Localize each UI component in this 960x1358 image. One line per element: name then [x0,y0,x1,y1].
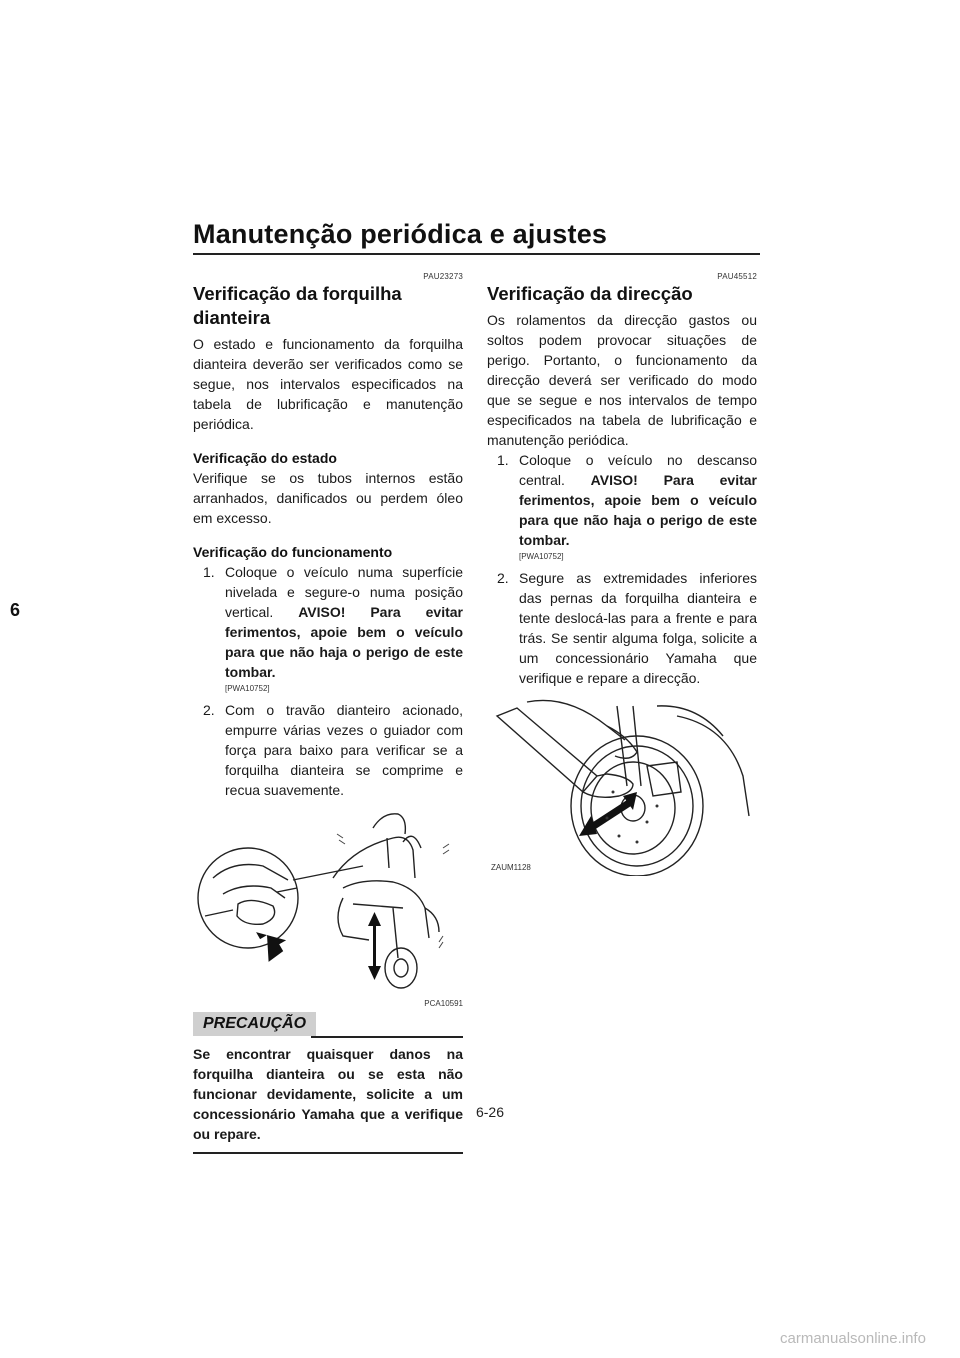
step-2 [193,700,463,800]
warning-ref: [PWA10752] [225,684,270,693]
front-fork-intro: O estado e funcionamento da forquilha dianteira deverão ser verificados como se segue, nos intervalos especificados na tabela de lubrificação e manutenção periódica. [193,336,463,432]
wheel-hands-drawing [487,696,757,876]
page-title: Manutenção periódica e ajustes [193,219,608,249]
chapter-tab: 6 [9,600,20,620]
page-number: 6-26 [475,1104,505,1120]
condition-text: Verifique se os tubos internos estão arranhados, danificados ou perdem óleo em excesso. [193,470,463,526]
right-column [487,272,757,876]
step-text: Segure as extremidades inferiores das pernas da forquilha dianteira e tente deslocá-las para a frente e para trás. Se sentir alguma folga, solicite a um concessionário Yamaha que verifique e repare a direcção. [519,570,757,686]
steering-illustration [487,696,757,876]
step-number: 2. [497,570,509,586]
step-1 [193,562,463,682]
section-code: PAU23273 [423,272,463,281]
left-column [193,272,463,1154]
warning-text: AVISO! Para evitar ferimentos, apoie bem o veículo para que não haja o perigo de este tombar. [225,604,463,680]
section-heading-steering: Verificação da direcção [487,283,693,304]
step-1 [487,450,757,550]
section-heading-front-fork: Verificação da forquilha dianteira [193,283,402,328]
title-rule [193,253,760,255]
subheading-condition: Verificação do estado [193,450,337,466]
step-number: 2. [203,702,215,718]
step-text: Coloque o veículo no descanso central. [519,452,757,488]
warning-text: AVISO! Para evitar ferimentos, apoie bem o veículo para que não haja o perigo de este tombar. [519,472,758,548]
subheading-operation: Verificação do funcionamento [193,544,393,560]
figure-code: ZAUM1128 [491,863,531,872]
caution-badge: PRECAUÇÃO [193,1012,316,1036]
step-2 [487,568,757,688]
step-number: 1. [203,564,215,580]
steering-intro: Os rolamentos da direcção gastos ou soltos podem provocar situações de perigo. Portanto, o funcionamento da direcção deverá ser verificado do modo que se segue e nos intervalos de tempo especificados na tabela de lubrificação e manutenção periódica. [487,312,757,448]
caution-rule [311,1036,463,1038]
caution-bottom-rule [193,1152,463,1154]
step-text: Com o travão dianteiro acionado, empurre várias vezes o guiador com força para baixo para verificar se a forquilha dianteira se comprime e recua suavemente. [225,702,463,798]
section-code: PAU45512 [717,272,757,281]
figure-code: PCA10591 [424,999,463,1008]
step-text: Coloque o veículo numa superfície nivelada e segure-o numa posição vertical. [225,564,463,620]
front-fork-illustration [193,808,463,1008]
caution-header [193,1012,463,1038]
watermark: carmanualsonline.info [780,1330,926,1347]
warning-ref: [PWA10752] [519,552,564,561]
scooter-fork-drawing [193,808,463,998]
step-number: 1. [497,452,509,468]
caution-text: Se encontrar quaisquer danos na forquilha dianteira ou se esta não funcionar devidamente, solicite a um concessionário Yamaha que a verifique ou repare. [193,1046,463,1142]
